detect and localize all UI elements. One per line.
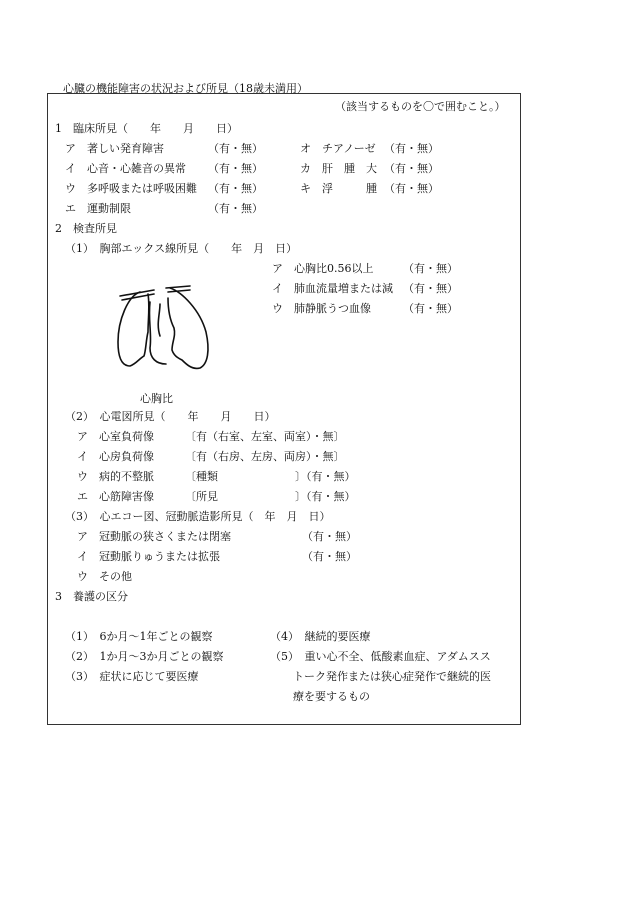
form-title: 心臓の機能障害の状況および所見（18歳未満用） [63,82,308,95]
section1-heading: 1 臨床所見（ 年 月 日） [55,122,238,135]
care-option-continuation: トーク発作または狭心症発作で継続的医 [293,670,491,683]
xray-item-label: イ 肺血流量増または減 [272,282,393,295]
clinical-item-label: ア 著しい発育障害 [65,142,164,155]
ecg-item-label: ウ 病的不整脈 [77,470,154,483]
care-option[interactable]: （3） 症状に応じて要医療 [65,670,199,683]
section3-heading: 3 養護の区分 [55,590,128,603]
care-option-continuation: 療を要するもの [293,690,370,703]
clinical-item-value[interactable]: （有・無） [208,202,263,215]
xray-item-value[interactable]: （有・無） [403,302,458,315]
clinical-item-label: オ チアノーゼ [300,142,376,155]
clinical-item-label: イ 心音・心雑音の異常 [65,162,186,175]
xray-item-label: ア 心胸比0.56以上 [272,262,374,275]
xray-item-value[interactable]: （有・無） [403,262,458,275]
clinical-item-label: キ 浮 腫 [300,182,377,195]
echo-item-label: イ 冠動脈りゅうまたは拡張 [77,550,220,563]
xray-heading: （1） 胸部エックス線所見（ 年 月 日） [65,242,298,255]
clinical-item-value[interactable]: （有・無） [208,142,263,155]
ecg-item-value[interactable]: 〔種類 〕（有・無） [185,470,356,483]
echo-heading: （3） 心エコー図、冠動脈造影所見（ 年 月 日） [65,510,331,523]
ecg-item-value[interactable]: 〔有（右房、左房、両房）・無〕 [185,450,345,463]
clinical-item-label: ウ 多呼吸または呼吸困難 [65,182,197,195]
ecg-item-value[interactable]: 〔有（右室、左室、両室）・無〕 [185,430,345,443]
clavicle-mark [166,286,190,288]
section2-heading: 2 検査所見 [55,222,117,235]
clavicle-mark [168,290,190,292]
care-option[interactable]: （4） 継続的要医療 [270,630,371,643]
instruction-note: （該当するものを〇で囲むこと。） [335,100,506,113]
xray-item-label: ウ 肺静脈うつ血像 [272,302,371,315]
ecg-item-label: エ 心筋障害像 [77,490,154,503]
echo-item-label: ウ その他 [77,570,132,583]
echo-item-value[interactable]: （有・無） [302,550,357,563]
xray-item-value[interactable]: （有・無） [403,282,458,295]
care-option[interactable]: （1） 6か月～1年ごとの観察 [65,630,213,643]
care-option[interactable]: （5） 重い心不全、低酸素血症、アダムスス [270,650,491,663]
ecg-item-label: ア 心室負荷像 [77,430,154,443]
clinical-item-label: エ 運動制限 [65,202,131,215]
ecg-heading: （2） 心電図所見（ 年 月 日） [65,410,276,423]
care-option[interactable]: （2） 1か月～3か月ごとの観察 [65,650,224,663]
ecg-item-value[interactable]: 〔所見 〕（有・無） [185,490,356,503]
lung-outline [118,292,149,366]
clinical-item-value[interactable]: （有・無） [208,182,263,195]
chest-xray-figure [110,280,214,380]
clinical-item-value[interactable]: （有・無） [384,142,439,155]
ecg-item-label: イ 心房負荷像 [77,450,154,463]
lung-outline [168,288,208,368]
clinical-item-label: カ 肝 腫 大 [300,162,377,175]
figure-caption: 心胸比 [140,392,173,405]
heart-shadow [149,302,166,364]
echo-item-label: ア 冠動脈の狭さくまたは閉塞 [77,530,231,543]
echo-item-value[interactable]: （有・無） [302,530,357,543]
clinical-item-value[interactable]: （有・無） [384,162,439,175]
heart-shadow [158,304,160,336]
clinical-item-value[interactable]: （有・無） [208,162,263,175]
clinical-item-value[interactable]: （有・無） [384,182,439,195]
